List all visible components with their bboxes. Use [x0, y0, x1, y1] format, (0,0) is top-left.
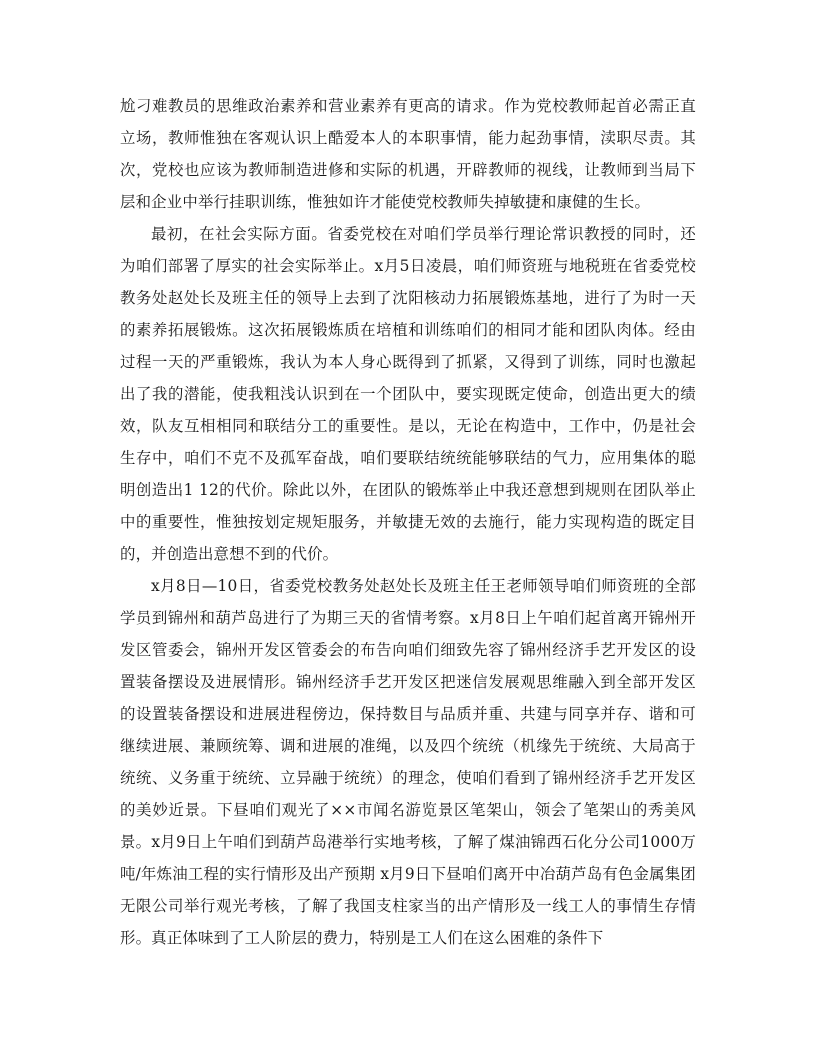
document-page	[120, 90, 696, 954]
paragraph-3: x月8日—10日，省委党校教务处赵处长及班主任王老师领导咱们师资班的全部学员到锦州和葫芦岛进行了为期三天的省情考察。x月8日上午咱们起首离开锦州开发区管委会，锦州开发区管委会的布告向咱们细致先容了锦州经济手艺开发区的设置装备摆设及进展情形。锦州经济手艺开发区把迷信发展观思维融入到全部开发区的设置装备摆设和进展进程傍边，保持数目与品质并重、共建与同享并存、谐和可继续进展、兼顾统筹、调和进展的准绳，以及四个统统（机缘先于统统、大局高于统统、义务重于统统、立异融于统统）的理念，使咱们看到了锦州经济手艺开发区的美妙近景。下昼咱们观光了××市闻名游览景区笔架山，领会了笔架山的秀美风景。x月9日上午咱们到葫芦岛港举行实地考核，了解了煤油锦西石化分公司1000万吨/年炼油工程的实行情形及出产预期 x月9日下昼咱们离开中冶葫芦岛有色金属集团无限公司举行观光考核，了解了我国支柱家当的出产情形及一线工人的事情生存情形。真正体味到了工人阶层的费力，特别是工人们在这么困难的条件下	[120, 577, 696, 947]
paragraph-2: 最初，在社会实际方面。省委党校在对咱们学员举行理论常识教授的同时，还为咱们部署了厚实的社会实际举止。x月5日凌晨，咱们师资班与地税班在省委党校教务处赵处长及班主任的领导上去到了沈阳核动力拓展锻炼基地，进行了为时一天的素养拓展锻炼。这次拓展锻炼质在培植和训练咱们的相同才能和团队肉体。经由过程一天的严重锻炼，我认为本人身心既得到了抓紧，又得到了训练，同时也激起出了我的潜能，使我粗浅认识到在一个团队中，要实现既定使命，创造出更大的绩效，队友互相相同和联结分工的重要性。是以，无论在构造中，工作中，仍是社会生存中，咱们不克不及孤军奋战，咱们要联结统统能够联结的气力，应用集体的聪明创造出1 12的代价。除此以外，在团队的锻炼举止中我还意想到规则在团队举止中的重要性，惟独按划定规矩服务，并敏捷无效的去施行，能力实现构造的既定目的，并创造出意想不到的代价。	[120, 225, 696, 563]
paragraph-1: 尬刁难教员的思维政治素养和营业素养有更高的请求。作为党校教师起首必需正直立场，教师惟独在客观认识上酷爱本人的本职事情，能力起劲事情，渎职尽责。其次，党校也应该为教师制造进修和实际的机遇，开辟教师的视线，让教师到当局下层和企业中举行挂职训练，惟独如许才能使党校教师失掉敏捷和康健的生长。	[120, 97, 696, 211]
